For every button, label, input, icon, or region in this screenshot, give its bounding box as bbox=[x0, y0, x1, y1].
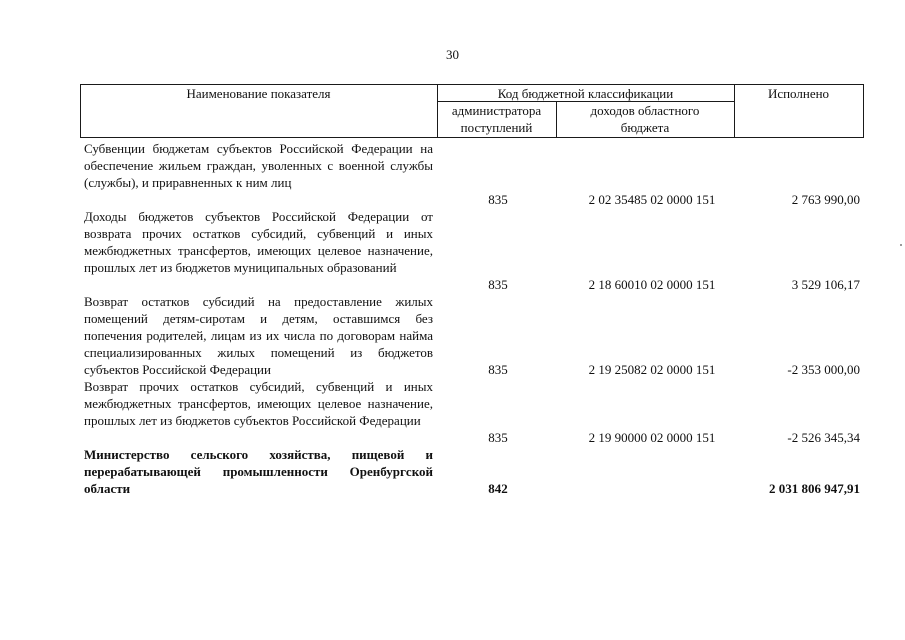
table-row-department bbox=[84, 446, 860, 497]
row-name: Доходы бюджетов субъектов Российской Федерации от возврата прочих остатков субсидий, субвенций и иных межбюджетных трансфертов, имеющих целевое назначение, прошлых лет из бюджетов муниципальных образований bbox=[84, 209, 433, 275]
row-amount: -2 526 345,34 bbox=[787, 430, 860, 445]
header-right-border bbox=[863, 84, 864, 138]
header-bottom-border bbox=[80, 137, 864, 138]
row-admin-code: 835 bbox=[488, 192, 508, 207]
row-income-code: 2 18 60010 02 0000 151 bbox=[588, 277, 716, 292]
row-admin-code: 835 bbox=[488, 277, 508, 292]
row-income-code: 2 19 25082 02 0000 151 bbox=[588, 362, 716, 377]
table-row bbox=[84, 378, 860, 446]
table-row bbox=[84, 140, 860, 208]
table-header bbox=[80, 84, 864, 138]
row-amount: -2 353 000,00 bbox=[787, 362, 860, 377]
row-income-code: 2 02 35485 02 0000 151 bbox=[588, 192, 716, 207]
row-amount: 2 763 990,00 bbox=[791, 192, 860, 207]
header-executed: Исполнено bbox=[767, 86, 830, 101]
row-income-code: 2 19 90000 02 0000 151 bbox=[588, 430, 716, 445]
row-amount: 3 529 106,17 bbox=[791, 277, 860, 292]
row-admin-code: 835 bbox=[488, 430, 508, 445]
header-top-border bbox=[80, 84, 864, 85]
page-number: 30 bbox=[446, 47, 459, 62]
header-income-line2: бюджета bbox=[620, 120, 670, 135]
header-admin-line1: администратора bbox=[451, 103, 542, 118]
header-income-line1: доходов областного bbox=[590, 103, 700, 118]
row-name: Возврат прочих остатков субсидий, субвенций и иных межбюджетных трансфертов, имеющих целевое назначение, прошлых лет из бюджетов субъектов Российской Федерации bbox=[84, 379, 433, 428]
row-name: Министерство сельского хозяйства, пищевой и перерабатывающей промышленности Оренбургской области bbox=[84, 447, 433, 496]
row-admin-code: 842 bbox=[488, 481, 508, 496]
row-amount: 2 031 806 947,91 bbox=[769, 481, 860, 496]
row-name: Возврат остатков субсидий на предоставление жилых помещений детям-сиротам и детям, оставшимся без попечения родителей, лицам из их числа по договорам найма специализированных жилых помещений из бюджетов субъектов Российской Федерации bbox=[84, 294, 433, 377]
header-admin-line2: поступлений bbox=[460, 120, 533, 135]
table-row bbox=[84, 293, 860, 378]
scan-mark bbox=[900, 244, 902, 246]
header-name: Наименование показателя bbox=[186, 86, 331, 101]
row-admin-code: 835 bbox=[488, 362, 508, 377]
header-budget-code-group: Код бюджетной классификации bbox=[497, 86, 674, 101]
row-name: Субвенции бюджетам субъектов Российской Федерации на обеспечение жильем граждан, уволенных с военной службы (службы), и приравненных к ним лиц bbox=[84, 141, 433, 190]
table-row bbox=[84, 208, 860, 293]
